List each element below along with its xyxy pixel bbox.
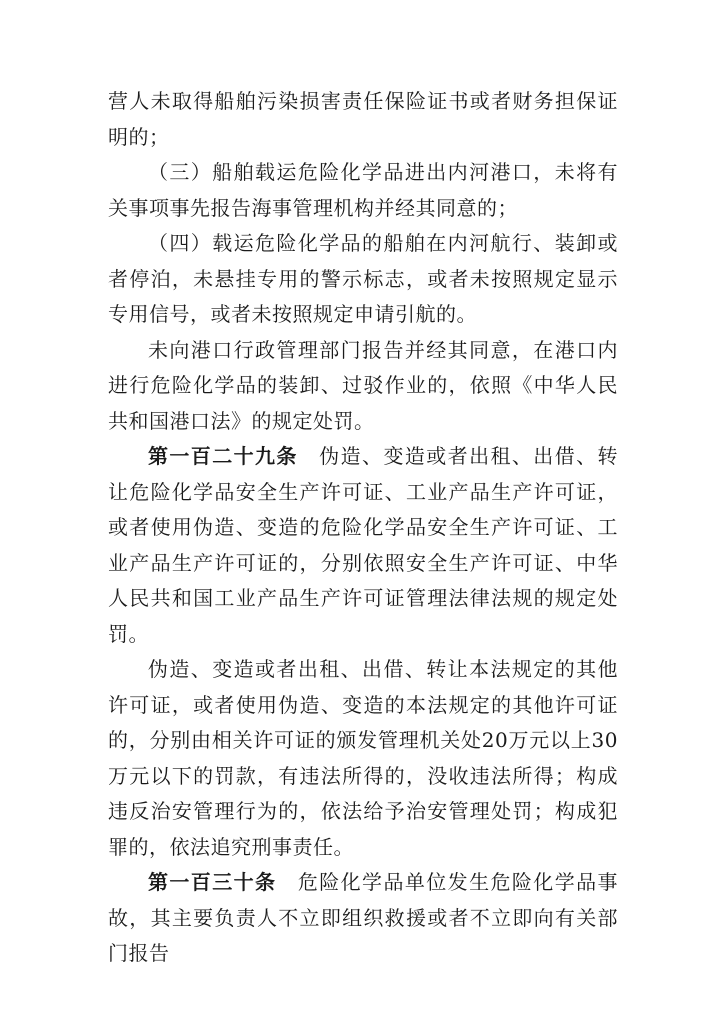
paragraph-6 (108, 652, 618, 865)
paragraph-4 (108, 333, 618, 440)
paragraph-2 (108, 155, 618, 226)
article-130-heading: 第一百三十条 (148, 870, 277, 894)
paragraph-1-text: 营人未取得船舶污染损害责任保险证书或者财务担保证明的； (108, 89, 618, 149)
article-130-text: 危险化学品单位发生危险化学品事故，其主要负责人不立即组织救援或者不立即向有关部门报告 (108, 870, 619, 965)
paragraph-4-text: 未向港口行政管理部门报告并经其同意，在港口内进行危险化学品的装卸、过驳作业的，依照《中华人民共和国港口法》的规定处罚。 (108, 337, 618, 433)
paragraph-2-text: （三）船舶载运危险化学品进出内河港口，未将有关事项事先报告海事管理机构并经其同意的； (108, 160, 618, 220)
paragraph-1 (108, 84, 618, 155)
article-129-text: 伪造、变造或者出租、出借、转让危险化学品安全生产许可证、工业产品生产许可证，或者使用伪造、变造的危险化学品安全生产许可证、工业产品生产许可证的，分别依照安全生产许可证、中华人民共和国工业产品生产许可证管理法律法规的规定处罚。 (108, 444, 619, 646)
paragraph-6-text: 伪造、变造或者出租、出借、转让本法规定的其他许可证，或者使用伪造、变造的本法规定的其他许可证的，分别由相关许可证的颁发管理机关处20万元以上30万元以下的罚款，有违法所得的，没收违法所得；构成违反治安管理行为的，依法给予治安管理处罚；构成犯罪的，依法追究刑事责任。 (108, 657, 618, 859)
article-130 (108, 865, 618, 972)
paragraph-3-text: （四）载运危险化学品的船舶在内河航行、装卸或者停泊，未悬挂专用的警示标志，或者未按照规定显示专用信号，或者未按照规定申请引航的。 (108, 231, 618, 326)
paragraph-3 (108, 226, 618, 333)
article-129-heading: 第一百二十九条 (148, 444, 298, 468)
article-129 (108, 439, 618, 652)
document-body (108, 84, 618, 972)
